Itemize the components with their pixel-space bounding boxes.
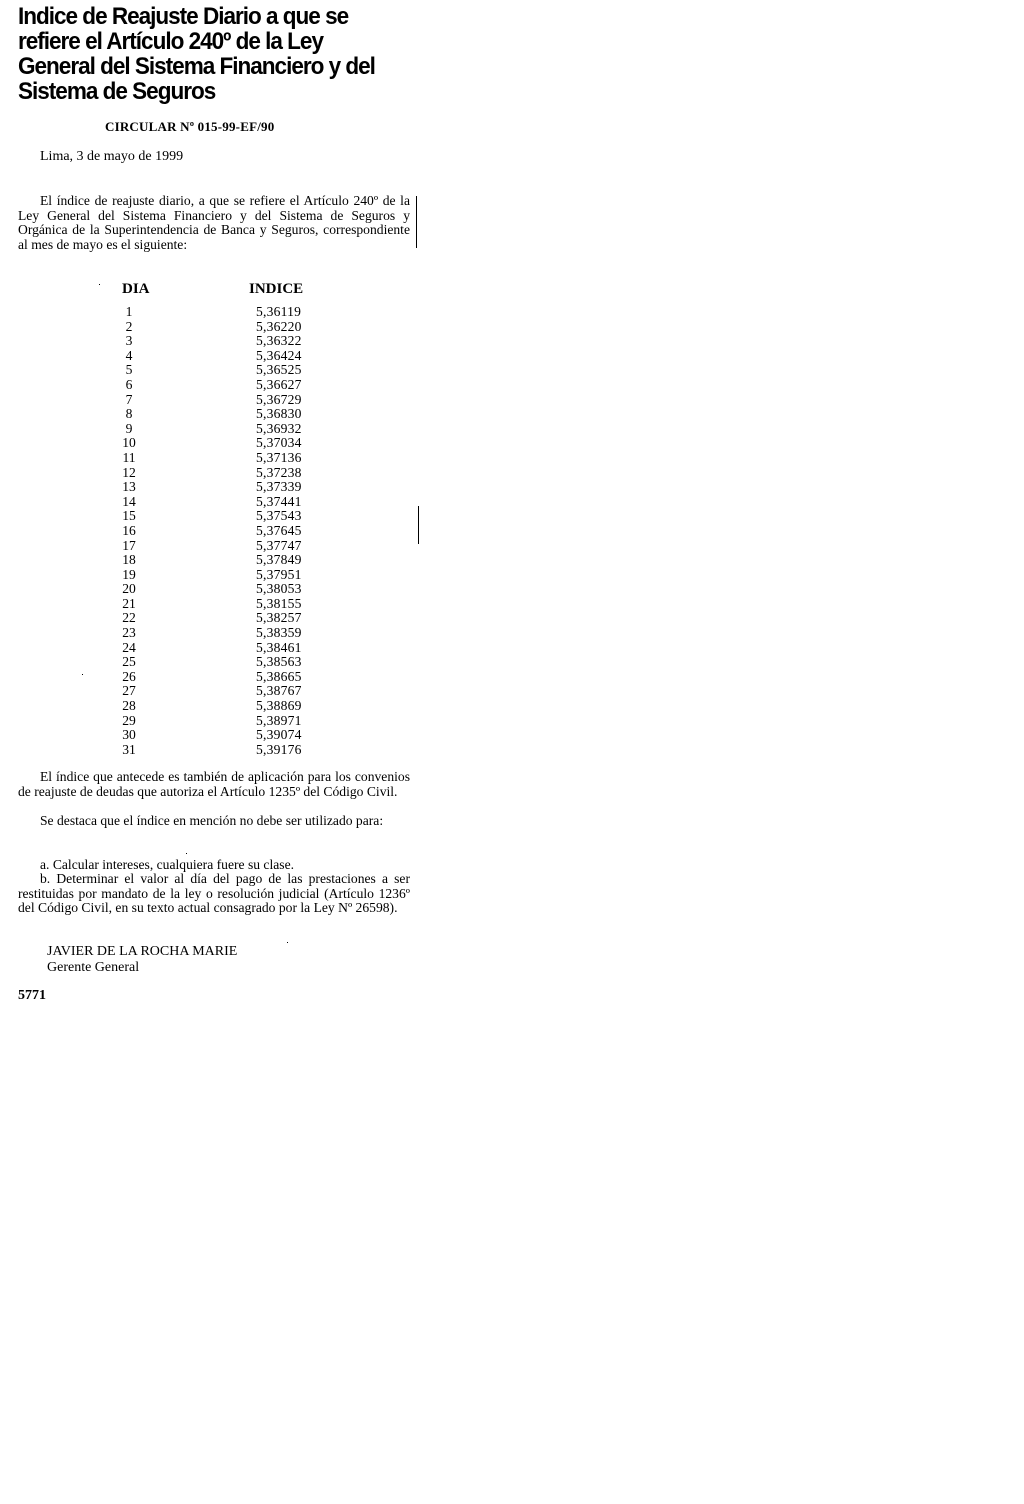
table-row bbox=[100, 597, 340, 612]
indice-cell: 5,37951 bbox=[256, 566, 302, 582]
table-row bbox=[100, 349, 340, 364]
table-row bbox=[100, 422, 340, 437]
indice-cell: 5,38767 bbox=[256, 683, 302, 699]
table-row bbox=[100, 436, 340, 451]
indice-cell: 5,38155 bbox=[256, 595, 302, 611]
dia-cell: 5 bbox=[125, 362, 133, 378]
dia-cell: 28 bbox=[122, 698, 136, 714]
dia-cell: 6 bbox=[125, 376, 133, 392]
indice-cell: 5,37136 bbox=[256, 449, 302, 465]
table-row bbox=[100, 655, 340, 670]
table-row bbox=[100, 363, 340, 378]
dia-cell: 18 bbox=[122, 552, 136, 568]
signer-role: Gerente General bbox=[47, 960, 140, 975]
table-row bbox=[100, 305, 340, 320]
dia-cell: 15 bbox=[122, 508, 136, 524]
dia-cell: 26 bbox=[122, 668, 136, 684]
dia-cell: 7 bbox=[125, 391, 133, 407]
indice-cell: 5,39074 bbox=[256, 727, 302, 743]
dia-cell: 9 bbox=[125, 420, 133, 436]
indice-cell: 5,38053 bbox=[256, 581, 302, 597]
table-row bbox=[100, 568, 340, 583]
dia-cell: 2 bbox=[125, 318, 133, 334]
dia-cell: 21 bbox=[122, 595, 136, 611]
column-header-dia: DIA bbox=[122, 281, 150, 297]
dia-cell: 14 bbox=[122, 493, 136, 509]
table-row bbox=[100, 553, 340, 568]
indice-cell: 5,39176 bbox=[256, 741, 302, 757]
indice-cell: 5,36830 bbox=[256, 406, 302, 422]
index-table bbox=[100, 305, 340, 757]
dia-cell: 25 bbox=[122, 654, 136, 670]
dia-cell: 19 bbox=[122, 566, 136, 582]
column-rule-top bbox=[416, 196, 417, 248]
indice-cell: 5,38257 bbox=[256, 610, 302, 626]
item-b: b. Determinar el valor al día del pago de las prestaciones a ser restituidas por mandato de la ley o resolución judicial (Artículo 1236º del Código Civil, en su texto actual consagrado por la Ley Nº 26598). bbox=[18, 871, 410, 916]
note-paragraph: Se destaca que el índice en mención no debe ser utilizado para: bbox=[40, 813, 384, 828]
table-row bbox=[100, 582, 340, 597]
dia-cell: 24 bbox=[122, 639, 136, 655]
dia-cell: 22 bbox=[122, 610, 136, 626]
dateline: Lima, 3 de mayo de 1999 bbox=[40, 149, 184, 164]
table-row bbox=[100, 728, 340, 743]
intro-paragraph: El índice de reajuste diario, a que se refiere el Artículo 240º de la Ley General del Sistema Financiero y del Sistema de Seguros y Orgánica de la Superintendencia de Banca y Seguros, correspondiente al mes de mayo es el siguiente: bbox=[18, 193, 410, 252]
indice-cell: 5,37645 bbox=[256, 522, 302, 538]
indice-cell: 5,38971 bbox=[256, 712, 302, 728]
table-row bbox=[100, 480, 340, 495]
indice-cell: 5,38359 bbox=[256, 625, 302, 641]
dia-cell: 4 bbox=[125, 347, 133, 363]
column-rule-middle bbox=[418, 506, 419, 544]
after-table-paragraph: El índice que antecede es también de aplicación para los convenios de reajuste de deudas que autoriza el Artículo 1235º del Código Civil. bbox=[18, 769, 410, 799]
indice-cell: 5,37543 bbox=[256, 508, 302, 524]
dia-cell: 8 bbox=[125, 406, 133, 422]
indice-cell: 5,36729 bbox=[256, 391, 302, 407]
circular-number: CIRCULAR Nº 015-99-EF/90 bbox=[105, 119, 275, 134]
dia-cell: 29 bbox=[122, 712, 136, 728]
table-row bbox=[100, 495, 340, 510]
indice-cell: 5,37441 bbox=[256, 493, 302, 509]
table-row bbox=[100, 524, 340, 539]
dia-cell: 1 bbox=[125, 304, 133, 319]
table-row bbox=[100, 670, 340, 685]
table-row bbox=[100, 611, 340, 626]
table-row bbox=[100, 743, 340, 758]
dia-cell: 23 bbox=[122, 625, 136, 641]
dia-cell: 11 bbox=[122, 449, 136, 465]
table-row bbox=[100, 451, 340, 466]
indice-cell: 5,36932 bbox=[256, 420, 302, 436]
speck bbox=[287, 942, 288, 943]
speck bbox=[186, 853, 187, 854]
item-a: a. Calcular intereses, cualquiera fuere su clase. bbox=[40, 857, 295, 872]
indice-cell: 5,36220 bbox=[256, 318, 302, 334]
indice-cell: 5,38665 bbox=[256, 668, 302, 684]
indice-cell: 5,37339 bbox=[256, 479, 302, 495]
dia-cell: 13 bbox=[122, 479, 136, 495]
table-row bbox=[100, 393, 340, 408]
dia-cell: 16 bbox=[122, 522, 136, 538]
table-row bbox=[100, 466, 340, 481]
indice-cell: 5,37747 bbox=[256, 537, 302, 553]
indice-cell: 5,36525 bbox=[256, 362, 302, 378]
dia-cell: 3 bbox=[125, 333, 133, 349]
table-row bbox=[100, 699, 340, 714]
page-number: 5771 bbox=[18, 988, 46, 1003]
indice-cell: 5,38563 bbox=[256, 654, 302, 670]
indice-cell: 5,37238 bbox=[256, 464, 302, 480]
dia-cell: 17 bbox=[122, 537, 136, 553]
table-row bbox=[100, 684, 340, 699]
speck bbox=[82, 674, 83, 675]
dia-cell: 20 bbox=[122, 581, 136, 597]
indice-cell: 5,37034 bbox=[256, 435, 302, 451]
dia-cell: 27 bbox=[122, 683, 136, 699]
signature-block bbox=[47, 944, 237, 976]
indice-cell: 5,36424 bbox=[256, 347, 302, 363]
indice-cell: 5,37849 bbox=[256, 552, 302, 568]
indice-cell: 5,38461 bbox=[256, 639, 302, 655]
dia-cell: 31 bbox=[122, 741, 136, 757]
table-row bbox=[100, 539, 340, 554]
table-row bbox=[100, 641, 340, 656]
table-row bbox=[100, 509, 340, 524]
table-row bbox=[100, 407, 340, 422]
signer-name: JAVIER DE LA ROCHA MARIE bbox=[47, 944, 238, 959]
table-row bbox=[100, 320, 340, 335]
dia-cell: 10 bbox=[122, 435, 136, 451]
dia-cell: 12 bbox=[122, 464, 136, 480]
indice-cell: 5,36119 bbox=[256, 304, 302, 319]
table-row bbox=[100, 626, 340, 641]
indice-cell: 5,36322 bbox=[256, 333, 302, 349]
speck bbox=[99, 284, 100, 285]
table-row bbox=[100, 714, 340, 729]
indice-cell: 5,36627 bbox=[256, 376, 302, 392]
table-row bbox=[100, 334, 340, 349]
dia-cell: 30 bbox=[122, 727, 136, 743]
document-title: Indice de Reajuste Diario a que se refiere el Artículo 240º de la Ley General del Sistema Financiero y del Sistema de Seguros bbox=[18, 3, 375, 105]
table-row bbox=[100, 378, 340, 393]
indice-cell: 5,38869 bbox=[256, 698, 302, 714]
column-header-indice: INDICE bbox=[249, 281, 304, 297]
